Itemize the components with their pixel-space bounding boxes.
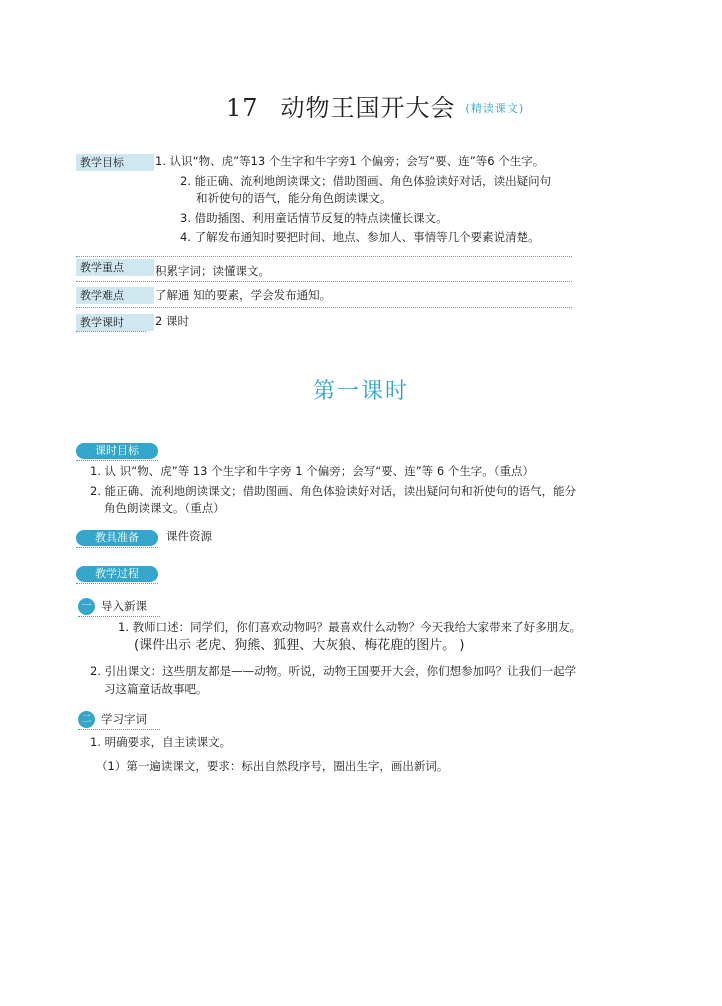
section-2-line-2: （1）第一遍读课文，要求：标出自然段序号，圈出生字，画出新词。	[96, 759, 449, 773]
section-1-line-3: 2. 引出课文：这些朋友都是——动物。听说，动物王国要开大会，你们想参加吗？让我们一起学	[90, 664, 577, 678]
section-2-line-1: 1. 明确要求，自主读课文。	[90, 735, 232, 749]
section-1-line-4: 习这篇童话故事吧。	[104, 682, 208, 696]
page-title	[226, 88, 524, 123]
lesson-title-text: 动物王国开大会	[280, 94, 456, 122]
section-1-line-2: (课件出示 老虎、狗熊、狐狸、大灰狼、梅花鹿的图片。 )	[134, 638, 465, 653]
goal-line-2: 2. 能正确、流利地朗读课文；借助图画、角色体验读好对话，读出疑问句	[180, 174, 552, 188]
divider	[76, 256, 572, 257]
hours-text: 2 课时	[155, 314, 189, 328]
difficulty-label: 教学难点	[76, 287, 154, 304]
prep-text: 课件资源	[166, 529, 212, 543]
section-header-1	[78, 597, 147, 615]
divider	[76, 281, 572, 282]
goal-line-5: 4. 了解发布通知时要把时间、地点、参加人、事情等几个要素说清楚。	[180, 230, 540, 244]
objective-line-2: 2. 能正确、流利地朗读课文；借助图画、角色体验读好对话，读出疑问句和祈使句的语气，能分	[90, 484, 577, 498]
divider	[76, 331, 146, 332]
hours-label: 教学课时	[76, 314, 154, 331]
goals-label: 教学目标	[76, 154, 154, 171]
prep-pill: 教具准备	[76, 530, 158, 546]
divider	[76, 307, 572, 308]
goal-line-4: 3. 借助插图、利用童话情节反复的特点读懂长课文。	[180, 211, 448, 225]
divider	[78, 616, 160, 617]
section-1-line-1: 1. 教师口述：同学们，你们喜欢动物吗？最喜欢什么动物？今天我给大家带来了好多朋友。	[118, 620, 582, 634]
key-text: 积累字词；读懂课文。	[155, 264, 270, 278]
goal-line-1: 1. 认识“物、虎”等13 个生字和牛字旁1 个偏旁；会写“要、连”等6 个生字。	[155, 154, 545, 168]
process-pill: 教学过程	[76, 566, 158, 582]
lesson-tag: (精读课文)	[465, 102, 525, 115]
goal-line-3: 和祈使句的语气，能分角色朗读课文。	[196, 191, 392, 205]
section-number-badge: 二	[78, 711, 95, 728]
objective-line-1: 1. 认 识“物、虎”等 13 个生字和牛字旁 1 个偏旁；会写“要、连”等 6 个生字。（重点）	[90, 464, 535, 478]
difficulty-text: 了解通 知的要素，学会发布通知。	[155, 288, 332, 302]
key-label: 教学重点	[76, 259, 154, 276]
divider	[76, 583, 158, 584]
divider	[78, 729, 160, 730]
section-title: 导入新课	[101, 599, 147, 613]
objective-line-3: 角色朗读课文。（重点）	[104, 501, 225, 515]
divider	[76, 460, 158, 461]
section-header-2	[78, 710, 147, 728]
section-number-badge: 一	[78, 598, 95, 615]
divider	[76, 547, 158, 548]
objectives-pill: 课时目标	[76, 443, 158, 459]
section-title: 学习字词	[101, 712, 147, 726]
lesson-number: 17	[226, 94, 259, 122]
section-heading: 第一课时	[312, 379, 409, 404]
